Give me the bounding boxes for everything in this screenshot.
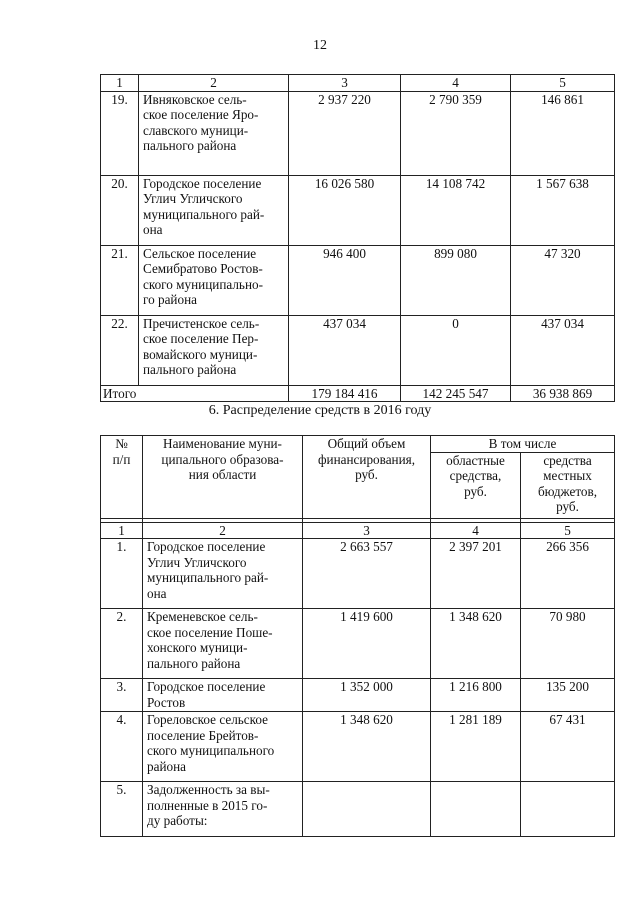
- column-index: 5: [521, 522, 615, 539]
- total-amount: 946 400: [289, 245, 401, 315]
- municipality-name: Городское поселение Углич Угличского муниципального рай- она: [139, 175, 289, 245]
- municipality-name: Городское поселение Углич Угличского муниципального рай- она: [143, 539, 303, 609]
- header-total: Общий объем финансирования, руб.: [303, 436, 431, 519]
- total-label: Итого: [101, 385, 289, 402]
- row-number: 4.: [101, 712, 143, 782]
- header-name: Наименование муни- ципального образова- ния области: [143, 436, 303, 519]
- column-index: 3: [303, 522, 431, 539]
- regional-amount: 1 281 189: [431, 712, 521, 782]
- total-row: [101, 385, 615, 402]
- local-amount: 266 356: [521, 539, 615, 609]
- municipality-name: Кременевское сель- ское поселение Поше- хонского муници- пального района: [143, 609, 303, 679]
- table-row: [101, 175, 615, 245]
- column-index: 4: [431, 522, 521, 539]
- page-number: 12: [313, 38, 327, 53]
- regional-amount: 142 245 547: [401, 385, 511, 402]
- local-amount: 1 567 638: [511, 175, 615, 245]
- local-amount: 67 431: [521, 712, 615, 782]
- municipality-name: Городское поселение Ростов: [143, 679, 303, 712]
- total-amount: 1 419 600: [303, 609, 431, 679]
- regional-amount: 1 348 620: [431, 609, 521, 679]
- municipality-name: Пречистенское сель- ское поселение Пер- вомайского муници- пального района: [139, 315, 289, 385]
- local-amount: 36 938 869: [511, 385, 615, 402]
- row-number: 5.: [101, 782, 143, 837]
- allocation-table-continued: [100, 74, 615, 402]
- header-including: В том числе: [431, 436, 615, 453]
- regional-amount: 899 080: [401, 245, 511, 315]
- regional-amount: 14 108 742: [401, 175, 511, 245]
- row-number: 19.: [101, 91, 139, 175]
- column-index-row: [101, 522, 615, 539]
- header-row: [101, 436, 615, 453]
- municipality-name: Задолженность за вы- полненные в 2015 го- ду работы:: [143, 782, 303, 837]
- section-title: 6. Распределение средств в 2016 году: [208, 403, 432, 418]
- column-index: 2: [143, 522, 303, 539]
- table-row: [101, 245, 615, 315]
- total-amount: 179 184 416: [289, 385, 401, 402]
- allocation-table-2016: [100, 435, 615, 837]
- regional-amount: 2 790 359: [401, 91, 511, 175]
- regional-amount: [431, 782, 521, 837]
- column-index-row: [101, 75, 615, 92]
- table-row: [101, 91, 615, 175]
- table-row: [101, 539, 615, 609]
- column-index: 4: [401, 75, 511, 92]
- total-amount: 16 026 580: [289, 175, 401, 245]
- table-row: [101, 782, 615, 837]
- municipality-name: Ивняковское сель- ское поселение Яро- славского муници- пального района: [139, 91, 289, 175]
- local-amount: 437 034: [511, 315, 615, 385]
- regional-amount: 1 216 800: [431, 679, 521, 712]
- regional-amount: 0: [401, 315, 511, 385]
- row-number: 21.: [101, 245, 139, 315]
- column-index: 2: [139, 75, 289, 92]
- local-amount: 70 980: [521, 609, 615, 679]
- total-amount: 1 348 620: [303, 712, 431, 782]
- total-amount: 2 663 557: [303, 539, 431, 609]
- table-row: [101, 679, 615, 712]
- local-amount: 135 200: [521, 679, 615, 712]
- column-index: 5: [511, 75, 615, 92]
- row-number: 3.: [101, 679, 143, 712]
- local-amount: 146 861: [511, 91, 615, 175]
- total-amount: [303, 782, 431, 837]
- total-amount: 2 937 220: [289, 91, 401, 175]
- column-index: 1: [101, 75, 139, 92]
- table-row: [101, 712, 615, 782]
- row-number: 20.: [101, 175, 139, 245]
- total-amount: 1 352 000: [303, 679, 431, 712]
- local-amount: 47 320: [511, 245, 615, 315]
- header-num: № п/п: [101, 436, 143, 519]
- table-row: [101, 609, 615, 679]
- header-regional: областные средства, руб.: [431, 452, 521, 518]
- column-index: 1: [101, 522, 143, 539]
- row-number: 1.: [101, 539, 143, 609]
- row-number: 2.: [101, 609, 143, 679]
- municipality-name: Сельское поселение Семибратово Ростов- ского муниципально- го района: [139, 245, 289, 315]
- header-local: средства местных бюджетов, руб.: [521, 452, 615, 518]
- column-index: 3: [289, 75, 401, 92]
- regional-amount: 2 397 201: [431, 539, 521, 609]
- municipality-name: Гореловское сельское поселение Брейтов- ского муниципального района: [143, 712, 303, 782]
- total-amount: 437 034: [289, 315, 401, 385]
- row-number: 22.: [101, 315, 139, 385]
- local-amount: [521, 782, 615, 837]
- table-row: [101, 315, 615, 385]
